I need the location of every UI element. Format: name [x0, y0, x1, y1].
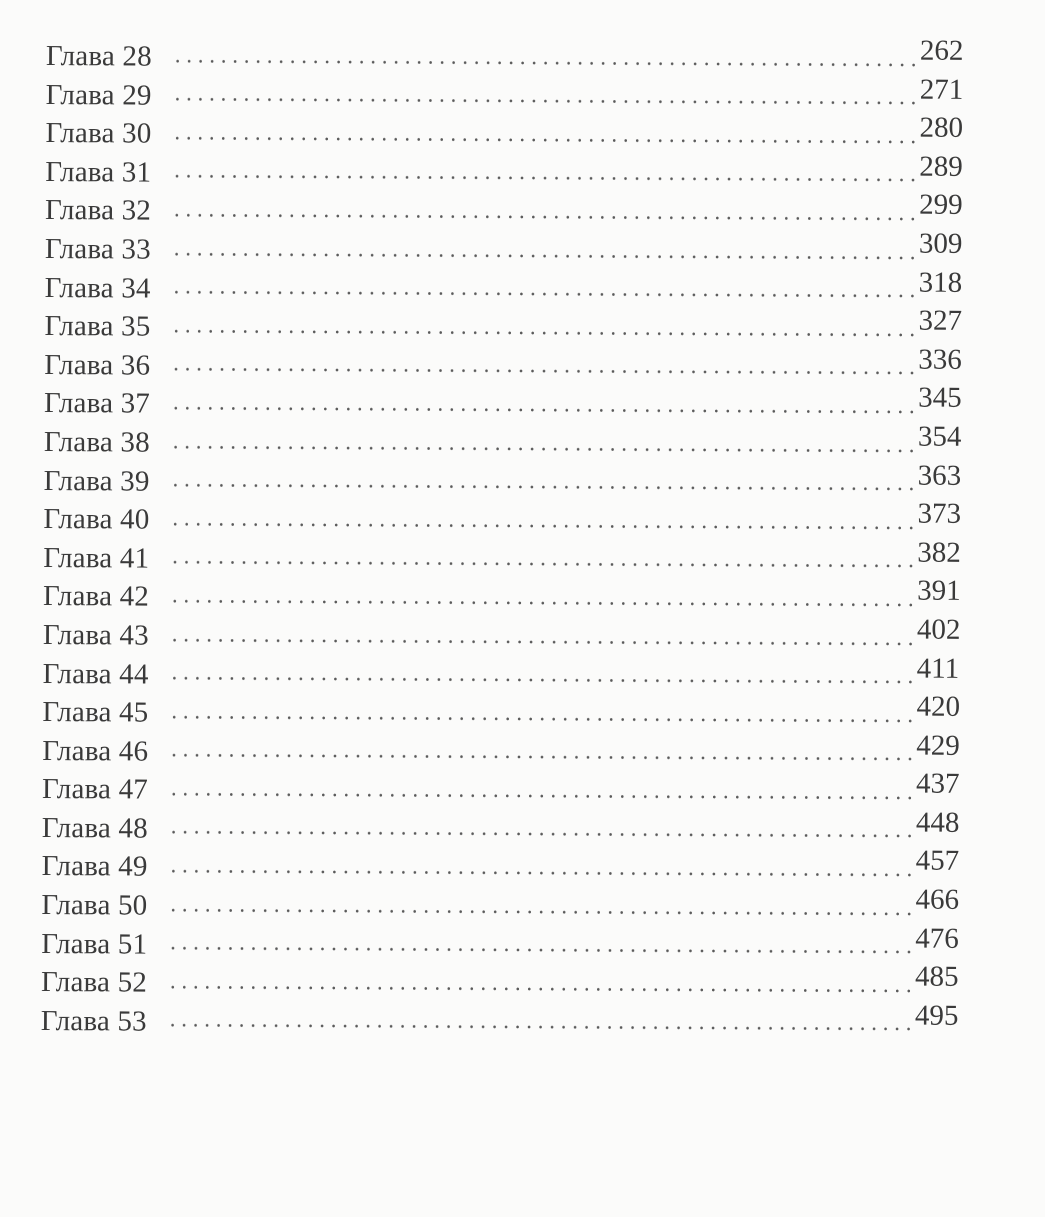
toc-dot-leader	[169, 522, 915, 529]
toc-dot-leader	[167, 947, 913, 954]
toc-entry-page-number: 485	[915, 960, 959, 994]
toc-dot-leader	[170, 445, 916, 452]
toc-entry-title: Глава 31	[45, 155, 152, 189]
toc-entry-page-number: 318	[918, 266, 963, 299]
toc-entry-page-number: 354	[917, 420, 962, 453]
toc-entry	[45, 34, 976, 80]
toc-dot-leader	[171, 214, 917, 221]
toc-dot-leader	[170, 484, 916, 491]
toc-entry	[43, 420, 974, 466]
toc-entry	[44, 266, 975, 312]
toc-entry-title: Глава 38	[43, 425, 150, 459]
toc-entry	[41, 767, 972, 813]
toc-entry-page-number: 363	[917, 459, 962, 492]
toc-entry-page-number: 448	[915, 806, 960, 839]
toc-entry	[43, 654, 973, 697]
toc-dot-leader	[168, 715, 914, 722]
toc-entry-page-number: 391	[917, 574, 961, 608]
toc-entry-title: Глава 44	[42, 657, 149, 691]
toc-entry-title: Глава 53	[40, 1004, 147, 1038]
toc-entry-title: Глава 46	[42, 734, 149, 768]
toc-entry-title: Глава 49	[41, 850, 148, 884]
toc-dot-leader	[169, 677, 915, 684]
toc-entry	[43, 381, 974, 427]
toc-entry-page-number: 429	[916, 729, 960, 762]
toc-dot-leader	[167, 1024, 913, 1031]
toc-dot-leader	[169, 638, 915, 645]
toc-entry-title: Глава 39	[43, 464, 150, 498]
toc-entry-page-number: 495	[914, 999, 959, 1032]
toc-dot-leader	[171, 136, 917, 143]
toc-entry-title: Глава 42	[42, 580, 150, 613]
toc-dot-leader	[171, 175, 917, 182]
toc-entry-page-number: 336	[918, 343, 962, 376]
toc-dot-leader	[172, 59, 918, 66]
toc-entry	[40, 960, 971, 1006]
toc-entry-title: Глава 52	[40, 966, 148, 999]
toc-dot-leader	[168, 870, 914, 877]
toc-dot-leader	[168, 831, 914, 838]
toc-dot-leader	[168, 754, 914, 761]
toc-entry	[45, 188, 975, 234]
toc-entry-title: Глава 37	[43, 387, 151, 420]
toc-entry-page-number: 382	[917, 536, 961, 569]
toc-entry	[43, 459, 974, 505]
toc-entry-title: Глава 28	[45, 39, 152, 73]
toc-dot-leader	[170, 368, 916, 375]
toc-entry-page-number: 466	[915, 883, 960, 916]
toc-entry	[45, 111, 975, 157]
toc-entry-title: Глава 41	[43, 541, 150, 575]
toc-entry-page-number: 476	[915, 922, 959, 955]
toc-entry	[41, 806, 972, 852]
toc-entry	[42, 847, 972, 890]
toc-dot-leader	[170, 407, 916, 414]
toc-entry-page-number: 327	[918, 304, 963, 337]
toc-entry-title: Глава 50	[41, 889, 148, 922]
toc-entry-page-number: 411	[916, 652, 960, 685]
toc-entry	[45, 150, 975, 196]
toc-entry-title: Глава 34	[44, 271, 151, 305]
toc-entry	[45, 73, 976, 119]
toc-entry-title: Глава 40	[43, 503, 150, 536]
toc-entry-title: Глава 32	[45, 194, 152, 227]
toc-entry-page-number: 280	[919, 111, 964, 144]
toc-entry	[42, 690, 972, 736]
toc-dot-leader	[172, 98, 918, 105]
toc-entry-title: Глава 35	[44, 310, 151, 343]
toc-entry-page-number: 402	[916, 613, 961, 646]
toc-entry	[44, 304, 974, 350]
toc-entry-page-number: 437	[916, 767, 960, 801]
toc-entry	[42, 574, 973, 620]
toc-entry-title: Глава 29	[45, 78, 152, 112]
toc-entry-page-number: 373	[917, 497, 962, 530]
toc-dot-leader	[171, 291, 917, 298]
toc-entry-page-number: 457	[915, 845, 960, 878]
toc-entry-page-number: 345	[918, 381, 962, 415]
toc-entry-page-number: 299	[919, 188, 963, 222]
toc-entry-title: Глава 47	[41, 773, 149, 806]
toc-dot-leader	[167, 908, 913, 915]
toc-entry	[44, 227, 975, 273]
toc-dot-leader	[171, 252, 917, 259]
toc-dot-leader	[169, 600, 915, 607]
toc-entry-title: Глава 33	[44, 232, 151, 266]
toc-entry-page-number: 262	[919, 34, 964, 67]
toc-entry-title: Глава 51	[41, 927, 148, 961]
toc-dot-leader	[169, 561, 915, 568]
toc-dot-leader	[167, 985, 913, 992]
toc-entry-page-number: 289	[919, 150, 963, 183]
toc-entry-page-number: 271	[919, 73, 964, 106]
toc-entry	[41, 922, 971, 968]
toc-entry-title: Глава 43	[42, 618, 149, 652]
toc-entry	[44, 343, 974, 389]
toc-entry	[43, 536, 973, 582]
toc-entry-title: Глава 30	[45, 117, 152, 150]
toc-entry	[43, 497, 973, 543]
toc-entry	[41, 883, 971, 929]
toc-entry	[42, 729, 972, 775]
toc-entry-title: Глава 45	[42, 696, 149, 729]
toc-dot-leader	[170, 329, 916, 336]
toc-entry-title: Глава 36	[44, 348, 151, 382]
toc-entry-page-number: 309	[918, 227, 963, 260]
toc-dot-leader	[168, 793, 914, 800]
toc-entry-page-number: 420	[916, 690, 961, 723]
toc-entry	[42, 613, 973, 659]
toc-entry	[40, 999, 971, 1045]
table-of-contents	[40, 34, 976, 1045]
toc-entry-title: Глава 48	[41, 811, 148, 845]
